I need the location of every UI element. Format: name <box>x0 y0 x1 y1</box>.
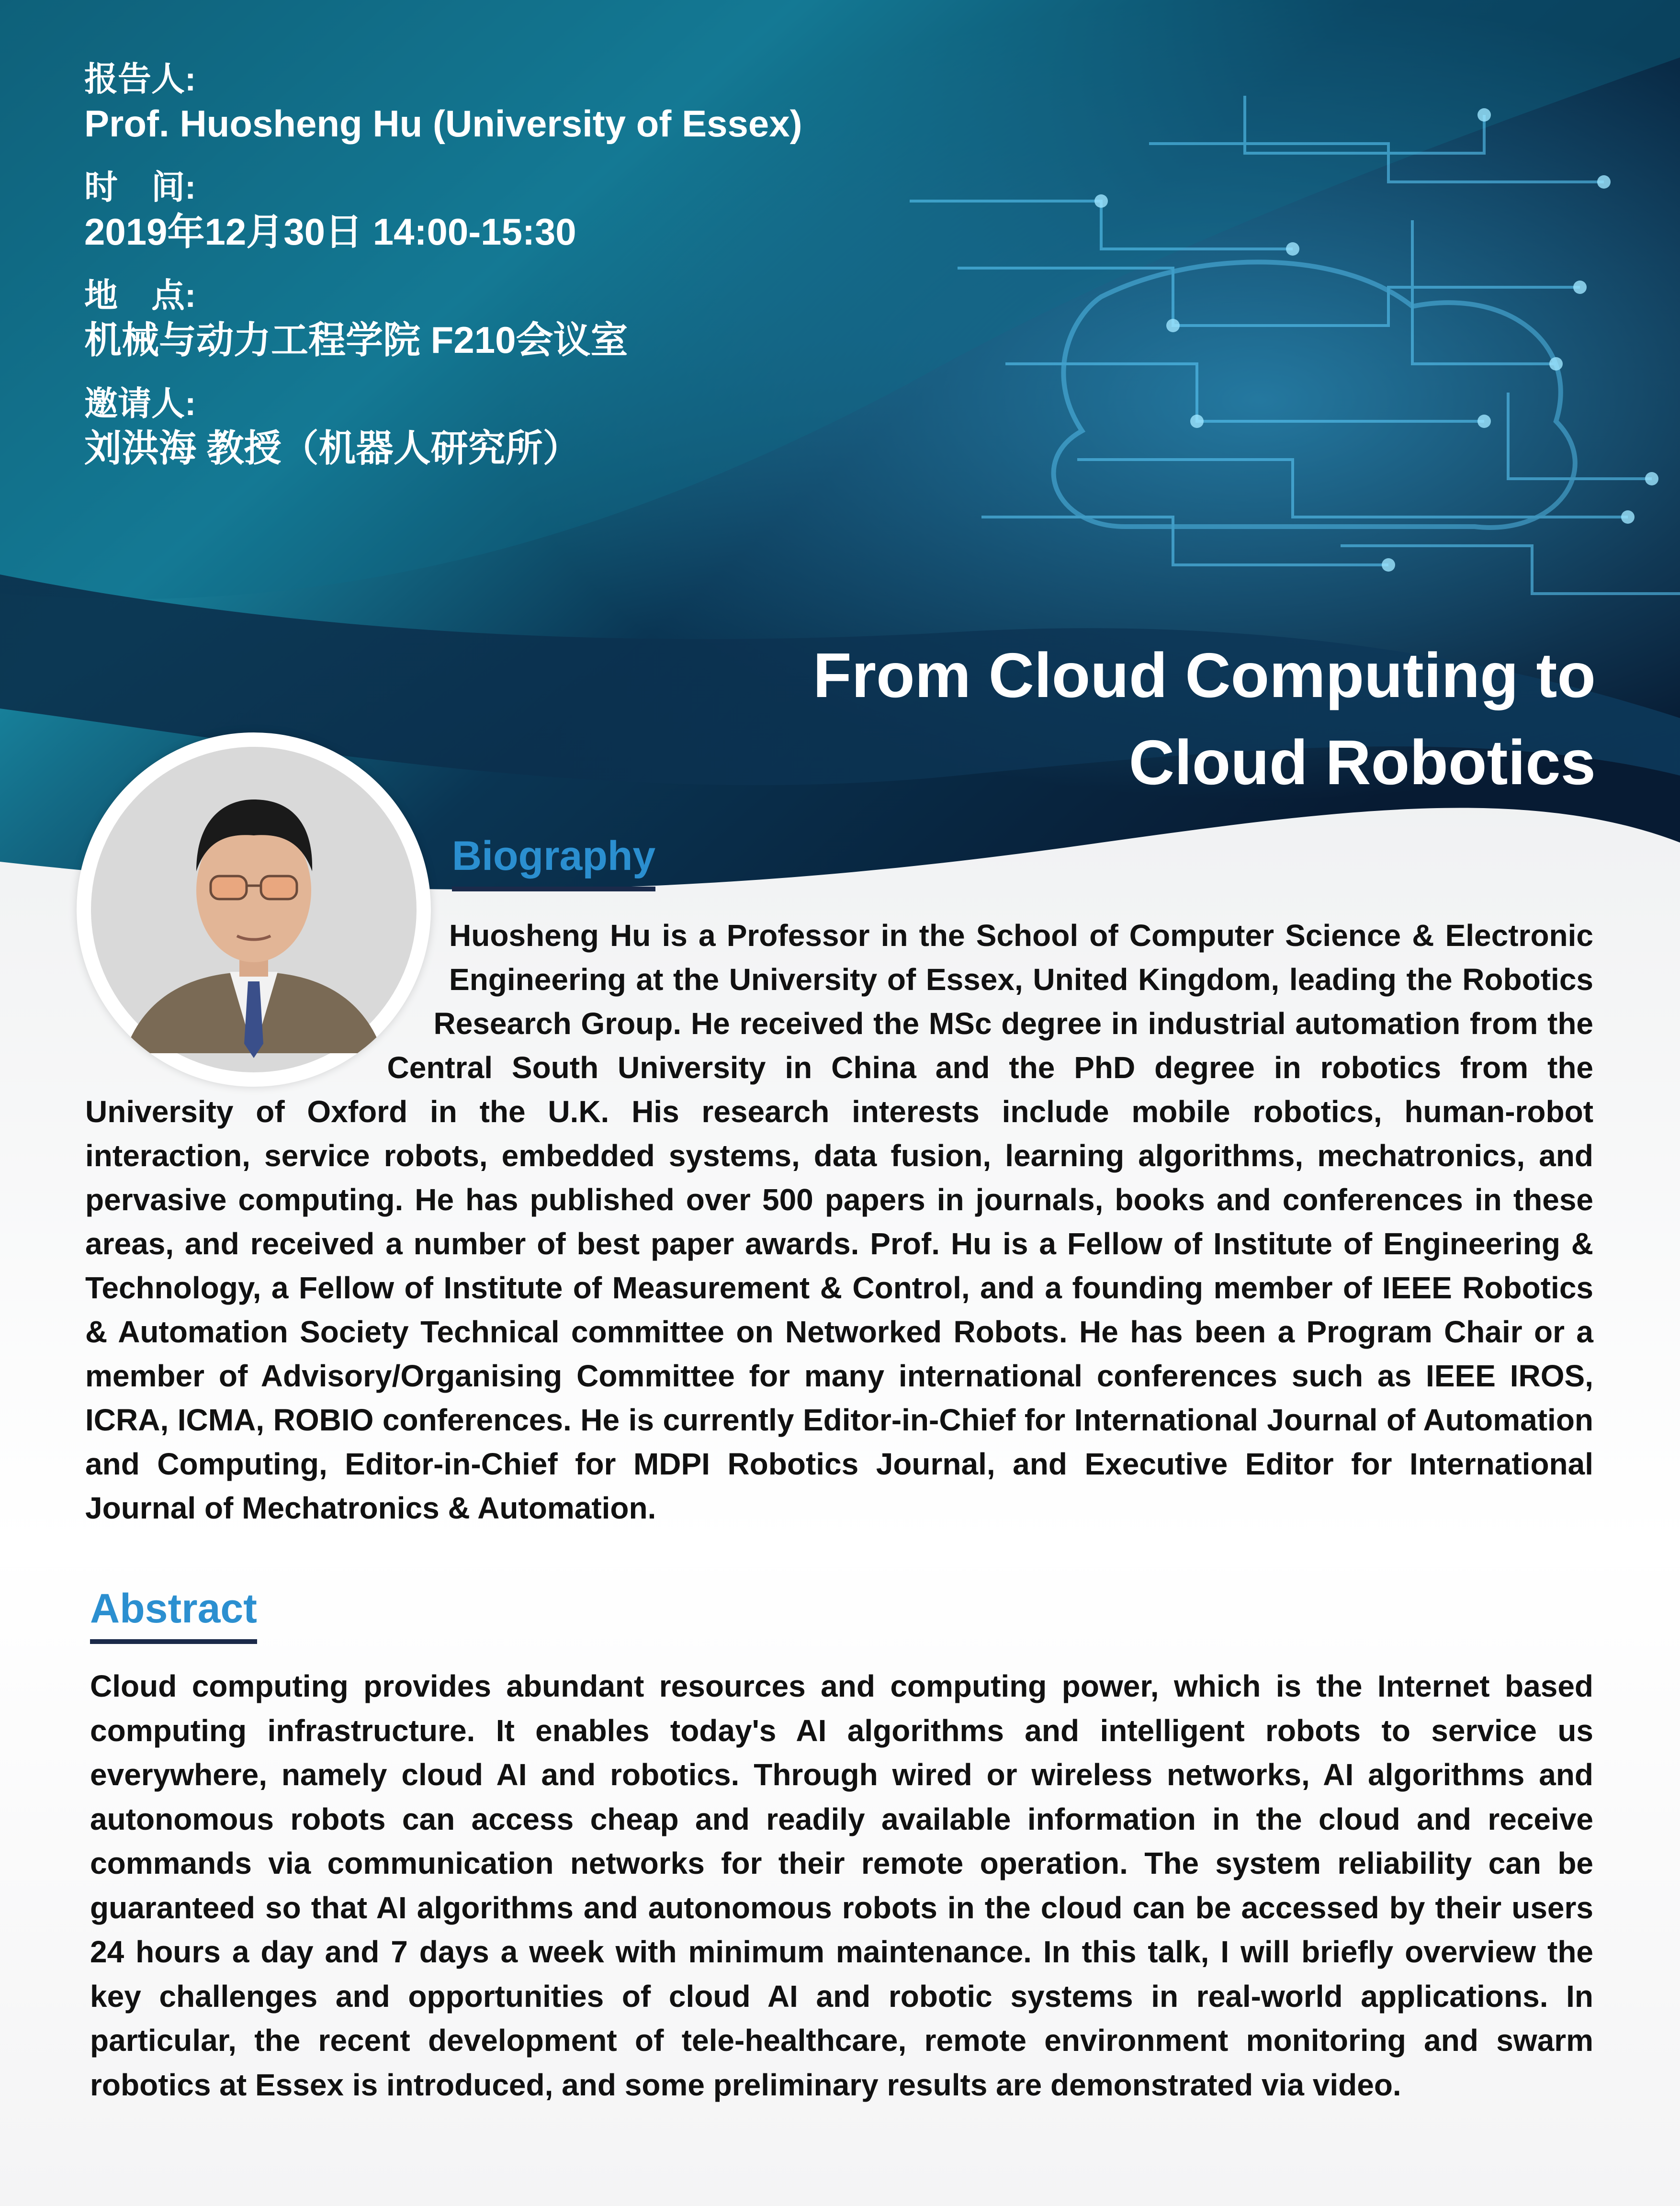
time-label: 时 间: <box>84 169 196 206</box>
speaker-label: 报告人: <box>84 60 196 98</box>
event-info <box>84 57 802 490</box>
biography-text: Huosheng Hu is a Professor in the School of Computer Science & Electronic Engineering at the University of Essex, United Kingdom, leading the Robotics Research Group. He received the MSc degree in industrial automation from the Central South University in China and the PhD degree in robotics from the University of Oxford in the U.K. His research interests include mobile robotics, human-robot interaction, service robots, embedded systems, data fusion, learning algorithms, mechatronics, and pervasive computing. He has published over 500 papers in journals, books and conferences in these areas, and received a number of best paper awards. Prof. Hu is a Fellow of Institute of Engineering & Technology, a Fellow of Institute of Measurement & Control, and a founding member of IEEE Robotics & Automation Society Technical committee on Networked Robots. He has been a Program Chair or a member of Advisory/Organising Committee for many international conferences such as IEEE IROS, ICRA, ICMA, ROBIO conferences. He is currently Editor-in-Chief for International Journal of Automation and Computing, Editor-in-Chief for MDPI Robotics Journal, and Executive Editor for International Journal of Mechatronics & Automation. <box>85 918 1593 1525</box>
place-label: 地 点: <box>84 277 196 314</box>
biography-text-block <box>85 913 1593 1530</box>
inviter-label: 邀请人: <box>84 385 196 422</box>
abstract-heading: Abstract <box>90 1585 257 1644</box>
abstract-text: Cloud computing provides abundant resources and computing power, which is the Internet based computing infrastructure. It enables today's AI algorithms and intelligent robots to service us everywhere, namely cloud AI and robotics. Through wired or wireless networks, AI algorithms and autonomous robots can access cheap and readily available information in the cloud and receive commands via communication networks for their remote operation. The system reliability can be guaranteed so that AI algorithms and autonomous robots in the cloud can be accessed by their users 24 hours a day and 7 days a week with minimum maintenance. In this talk, I will briefly overview the key challenges and opportunities of cloud AI and robotic systems in real-world applications. In particular, the recent development of tele-healthcare, remote environment monitoring and swarm robotics at Essex is introduced, and some preliminary results are demonstrated via video. <box>90 1669 1593 2102</box>
place-value: 机械与动力工程学院 F210会议室 <box>84 319 628 361</box>
time-value: 2019年12月30日 14:00-15:30 <box>84 211 576 253</box>
biography-heading: Biography <box>452 832 655 891</box>
talk-title-line-2: Cloud Robotics <box>1128 727 1596 798</box>
inviter-value: 刘洪海 教授（机器人研究所） <box>84 427 580 469</box>
speaker-value: Prof. Huosheng Hu (University of Essex) <box>84 102 802 145</box>
talk-title <box>447 632 1596 806</box>
talk-title-line-1: From Cloud Computing to <box>813 640 1596 710</box>
